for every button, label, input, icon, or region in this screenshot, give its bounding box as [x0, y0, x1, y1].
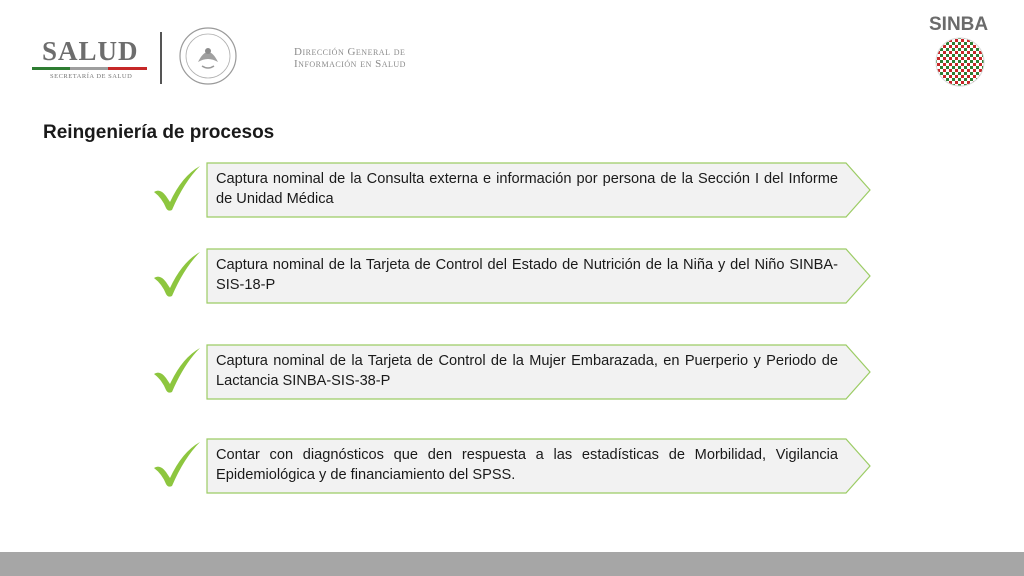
item-box — [206, 248, 872, 304]
slide-title: Reingeniería de procesos — [43, 122, 275, 143]
sinba-logo — [926, 14, 996, 94]
salud-logo-text: SALUD — [42, 36, 139, 66]
mexico-coat-of-arms-icon — [178, 26, 238, 86]
sinba-globe-icon — [934, 36, 986, 88]
checkmark-icon — [148, 248, 204, 300]
dgis-name — [294, 46, 406, 70]
header-divider — [160, 32, 162, 84]
checkmark-icon — [148, 438, 204, 490]
item-box — [206, 344, 872, 400]
footer-bar — [0, 552, 1024, 576]
list-item — [148, 162, 878, 222]
salud-logo-stripe — [32, 67, 147, 70]
item-box — [206, 162, 872, 218]
salud-logo — [32, 36, 152, 82]
item-text: Captura nominal de la Consulta externa e información por persona de la Sección I del Informe de Unidad Médica — [216, 171, 838, 207]
salud-logo-subtitle: SECRETARÍA DE SALUD — [50, 73, 133, 80]
item-box — [206, 438, 872, 494]
checkmark-icon — [148, 162, 204, 214]
checkmark-icon — [148, 344, 204, 396]
item-text: Captura nominal de la Tarjeta de Control de la Mujer Embarazada, en Puerperio y Periodo de Lactancia SINBA-SIS-38-P — [216, 353, 838, 389]
list-item — [148, 248, 878, 308]
dgis-line-1: Dirección General de — [294, 46, 406, 58]
sinba-logo-text: SINBA — [929, 14, 989, 35]
item-text: Contar con diagnósticos que den respuesta a las estadísticas de Morbilidad, Vigilancia Epidemiológica y de financiamiento del SPSS. — [216, 447, 838, 483]
item-text: Captura nominal de la Tarjeta de Control del Estado de Nutrición de la Niña y del Niño SINBA-SIS-18-P — [216, 257, 838, 293]
list-item — [148, 344, 878, 404]
list-item — [148, 438, 878, 498]
dgis-line-2: Información en Salud — [294, 58, 406, 70]
